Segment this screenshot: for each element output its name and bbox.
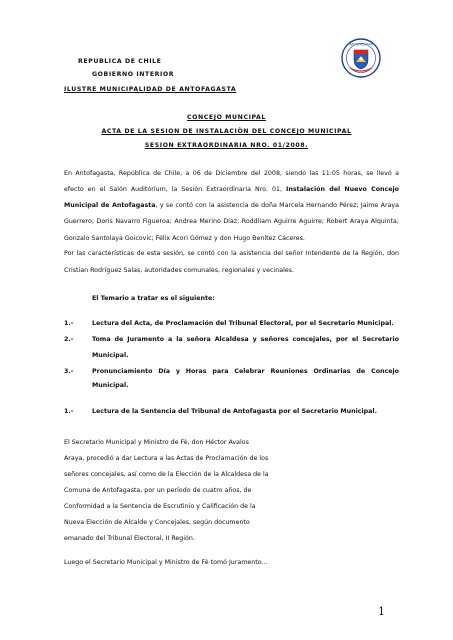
intro-line-5: Gonzalo Santolaya Goicovic; Félix Acori Gómez y don Hugo Benítez Cáceres. [64, 235, 305, 242]
body-line-4: Comuna de Antofagasta, por un período de cuatro años, de [64, 487, 252, 494]
body-last-line: Luego el Secretario Municipal y Ministro de Fè tomó Juramento... [64, 559, 268, 566]
body-line-1: El Secretario Municipal y Ministro de Fè, don Héctor Avalos [64, 439, 249, 446]
body-line-6: Nueva Elección de Alcalde y Concejales, según documento [64, 519, 250, 526]
temario-item-3-cont: Municipal. [92, 382, 129, 389]
temario-item-1-text: Lectura del Acta, de Proclamación del Tribunal Electoral, por el Secretario Municipal. [92, 320, 394, 327]
page-number: 1 [378, 605, 385, 618]
header-republic: REPUBLICA DE CHILE [78, 58, 162, 65]
header-government: GOBIERNO INTERIOR [92, 71, 175, 78]
intro-line-4: Guerrero; Doris Navarro Figueroa; Andrea Merino Díaz; Roddliam Aguirre Aguirre; Robert Araya Alquinta; [64, 218, 399, 225]
body-line-3: señores concejales, así como de la Elección de la Alcaldesa de la [64, 471, 269, 478]
body-line-2: Araya, procedió a dar Lectura a las Actas de Proclamación de los [64, 455, 269, 462]
body-line-5: Conformidad a la Sentencia de Escrutinio y Calificación de la [64, 503, 256, 510]
intro-line-3: Municipal de Antofagasta, y se contó con la asistencia de doña Marcela Hernando Pérez; Jaime Araya [64, 202, 399, 209]
temario-item-2-cont: Municipal. [92, 352, 129, 359]
para2-line-2: Cristian Rodríguez Salas, autoridades comunales, regionales y vecinales. [64, 267, 294, 274]
title-acta: ACTA DE LA SESION DE INSTALACIÒN DEL CONCEJO MUNICIPAL [101, 128, 352, 135]
temario-item-2-num: 2.- [64, 336, 74, 343]
intro-line-1: En Antofagasta, República de Chile, a 06 de Diciembre del 2008, siendo las 11:05 horas, se llevó a [64, 170, 399, 177]
title-concejo: CONCEJO MUNCIPAL [187, 114, 266, 121]
title-sesion: SESION EXTRAORDINARIA NRO. 01/2008. [144, 142, 309, 149]
temario-item-3-text: Pronunciamiento Día y Horas para Celebrar Reuniones Ordinarias de Concejo [92, 368, 399, 375]
para2-line-1: Por las características de esta sesión, se contó con la asistencia del señor Intendente de la Región, don [64, 250, 399, 257]
temario-item-3-num: 3.- [64, 368, 74, 375]
temario-heading: El Temario a tratar es el siguiente: [92, 295, 215, 302]
section1-num: 1.- [64, 408, 74, 415]
seal-text: ANTOFAGASTA [349, 42, 373, 47]
body-line-7: emanado del Tribunal Electoral, II Región. [64, 535, 195, 542]
temario-item-2-text: Toma de Juramento a la señora Alcaldesa y señores concejales, por el Secretario [92, 336, 399, 343]
intro-line-2: efecto en el Salón Auditórium, la Sesión Extraordinaria Nro. 01, Instalación del Nuevo Concejo [64, 186, 399, 193]
section1-title: Lectura de la Sentencia del Tribunal de Antofagasta por el Secretario Municipal. [92, 408, 377, 415]
header-municipality: ILUSTRE MUNICIPALIDAD DE ANTOFAGASTA [64, 86, 237, 93]
temario-item-1-num: 1.- [64, 320, 74, 327]
municipal-seal-logo [341, 38, 381, 78]
